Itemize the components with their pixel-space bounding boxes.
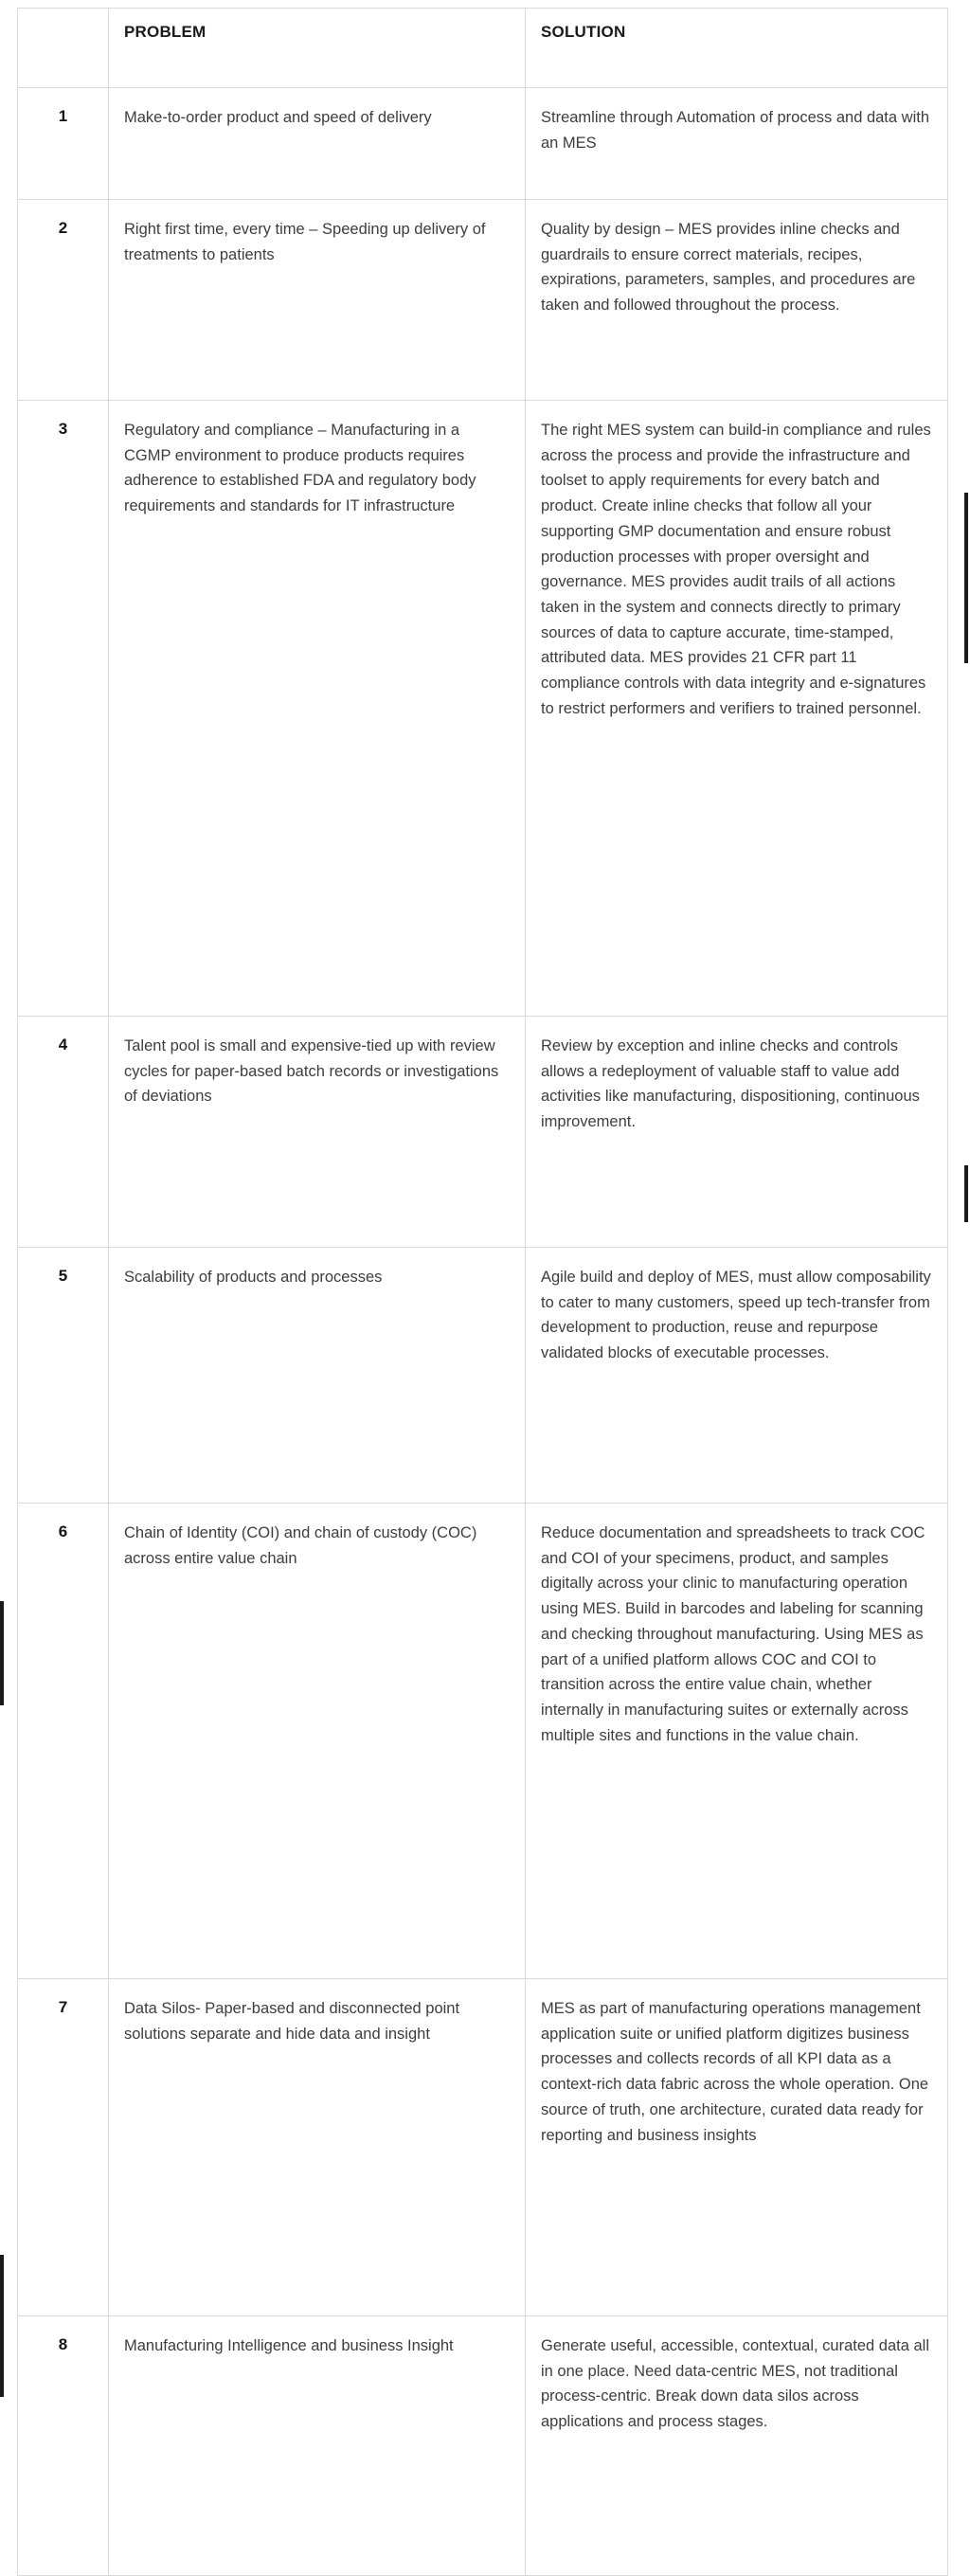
- row-number: 2: [58, 219, 68, 237]
- row-number-cell: [18, 88, 109, 200]
- row-number: 6: [58, 1522, 68, 1540]
- problem-cell: [109, 2316, 526, 2576]
- problem-text: Scalability of products and processes: [124, 1269, 383, 1286]
- scan-edge-artifact-right-upper: [964, 493, 968, 663]
- solution-cell: [526, 1248, 948, 1504]
- problem-cell: [109, 88, 526, 200]
- problem-text: Make-to-order product and speed of delivery: [124, 109, 432, 126]
- solution-cell: [526, 1979, 948, 2316]
- solution-cell: [526, 1504, 948, 1979]
- row-number-cell: [18, 1017, 109, 1248]
- solution-text: Streamline through Automation of process and data with an MES: [541, 109, 934, 152]
- row-number: 5: [58, 1267, 68, 1285]
- column-header-solution: [526, 9, 948, 88]
- solution-cell: [526, 88, 948, 200]
- row-number-cell: [18, 401, 109, 1017]
- table-header-row: [18, 9, 948, 88]
- problem-solution-table: [17, 8, 948, 2576]
- table-row: [18, 200, 948, 401]
- problem-text: Data Silos- Paper-based and disconnected point solutions separate and hide data and insight: [124, 2000, 464, 2043]
- row-number: 3: [58, 420, 68, 438]
- scan-edge-artifact-right-lower: [964, 1165, 968, 1222]
- column-header-solution-label: SOLUTION: [541, 23, 626, 41]
- row-number-cell: [18, 1979, 109, 2316]
- problem-text: Manufacturing Intelligence and business Insight: [124, 2337, 454, 2354]
- problem-text: Talent pool is small and expensive-tied up with review cycles for paper-based batch records or investigations of deviations: [124, 1037, 503, 1106]
- solution-text: Reduce documentation and spreadsheets to track COC and COI of your specimens, product, and samples digitally across your clinic to manufacturing operation using MES. Build in barcodes and labeling for scanning and checking throughout manufacturing. Using MES as part of a unified platform allows COC and COI to transition across the entire value chain, whether internally in manufacturing suites or externally across multiple sites and functions in the value chain.: [541, 1524, 929, 1744]
- row-number: 7: [58, 1998, 68, 2016]
- problem-text: Chain of Identity (COI) and chain of custody (COC) across entire value chain: [124, 1524, 481, 1567]
- column-header-problem: [109, 9, 526, 88]
- solution-text: Generate useful, accessible, contextual, curated data all in one place. Need data-centric MES, not traditional process-centric. Break down data silos across applications and process stages.: [541, 2337, 934, 2431]
- row-number: 1: [58, 107, 68, 125]
- solution-text: Review by exception and inline checks and controls allows a redeployment of valuable staff to value add activities like manufacturing, dispositioning, continuous improvement.: [541, 1037, 925, 1131]
- scan-edge-artifact-left-upper: [0, 1601, 4, 1705]
- solution-text: The right MES system can build-in compliance and rules across the process and provide the infrastructure and toolset to apply requirements for every batch and product. Create inline checks that follow all your supporting GMP documentation and ensure robust production processes with proper oversight and governance. MES provides audit trails of all actions taken in the system and connects directly to primary sources of data to capture accurate, time-stamped, attributed data. MES provides 21 CFR part 11 compliance controls with data integrity and e-signatures to restrict performers and verifiers to trained personnel.: [541, 422, 936, 717]
- row-number-cell: [18, 200, 109, 401]
- row-number: 8: [58, 2335, 68, 2353]
- table-row: [18, 2316, 948, 2576]
- solution-cell: [526, 401, 948, 1017]
- column-header-number: [18, 9, 109, 88]
- table-row: [18, 88, 948, 200]
- problem-cell: [109, 200, 526, 401]
- table-row: [18, 401, 948, 1017]
- problem-cell: [109, 1979, 526, 2316]
- table-row: [18, 1017, 948, 1248]
- solution-text: Quality by design – MES provides inline checks and guardrails to ensure correct materials, recipes, expirations, parameters, samples, and procedures are taken and followed throughout the process.: [541, 221, 920, 315]
- scan-edge-artifact-left-lower: [0, 2255, 4, 2397]
- solution-text: Agile build and deploy of MES, must allow composability to cater to many customers, speed up tech-transfer from development to production, reuse and repurpose validated blocks of executable processes.: [541, 1269, 936, 1362]
- table-body: [18, 88, 948, 2576]
- solution-cell: [526, 200, 948, 401]
- row-number-cell: [18, 1248, 109, 1504]
- row-number-cell: [18, 1504, 109, 1979]
- solution-cell: [526, 1017, 948, 1248]
- table-row: [18, 1979, 948, 2316]
- problem-text: Right first time, every time – Speeding up delivery of treatments to patients: [124, 221, 491, 263]
- table-row: [18, 1504, 948, 1979]
- solution-text: MES as part of manufacturing operations management application suite or unified platform digitizes business processes and collects records of all KPI data as a context-rich data fabric across the whole operation. One source of truth, one architecture, curated data ready for reporting and business insights: [541, 2000, 933, 2144]
- problem-cell: [109, 1017, 526, 1248]
- table-row: [18, 1248, 948, 1504]
- column-header-problem-label: PROBLEM: [124, 23, 207, 41]
- problem-cell: [109, 1504, 526, 1979]
- problem-cell: [109, 1248, 526, 1504]
- solution-cell: [526, 2316, 948, 2576]
- row-number: 4: [58, 1036, 68, 1054]
- problem-cell: [109, 401, 526, 1017]
- problem-text: Regulatory and compliance – Manufacturing in a CGMP environment to produce products requires adherence to established FDA and regulatory body requirements and standards for IT infrastructure: [124, 422, 481, 515]
- row-number-cell: [18, 2316, 109, 2576]
